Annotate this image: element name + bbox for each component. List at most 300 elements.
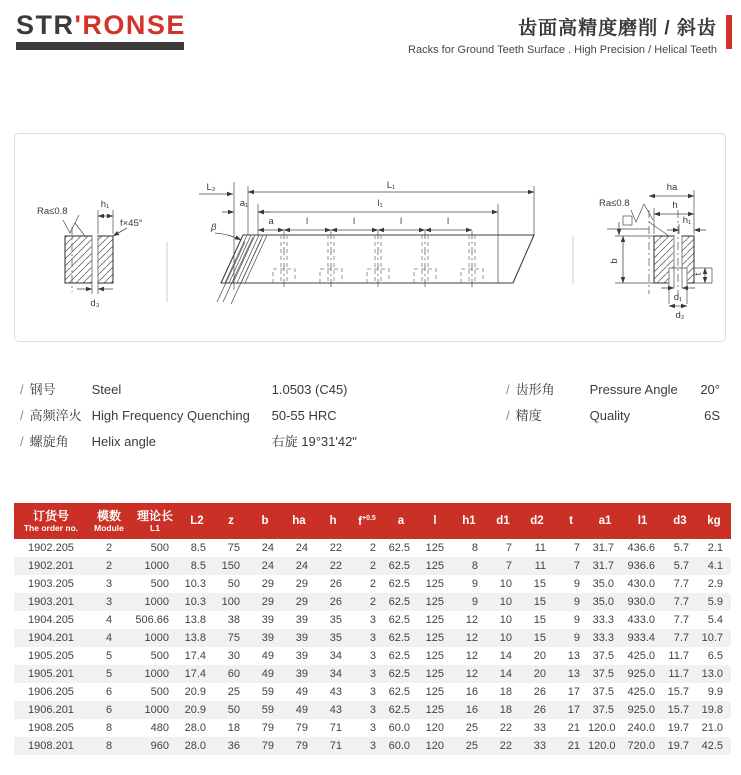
table-row xyxy=(14,719,731,737)
value-cell: 5 xyxy=(105,668,113,680)
column-header-b: b xyxy=(248,503,282,539)
value-cell: 42.5 xyxy=(701,740,723,752)
dim-label-l: l xyxy=(446,216,450,227)
value-cell: 11.7 xyxy=(668,650,689,662)
value-cell: 75 xyxy=(227,632,240,644)
value-cell: 125 xyxy=(425,560,444,572)
column-header-L2: L2 xyxy=(180,503,214,539)
value-cell: 22 xyxy=(499,740,512,752)
value-cell: 3 xyxy=(369,668,376,680)
value-cell: 9 xyxy=(573,578,580,590)
column-header-f: $f^{+0.5}$ xyxy=(350,503,384,539)
value-cell: 60 xyxy=(227,668,240,680)
table-row xyxy=(14,593,731,611)
dim-label-h: h xyxy=(672,200,678,211)
value-cell: 39 xyxy=(295,668,308,680)
value-cell: 37.5 xyxy=(592,668,614,680)
spec-value: 右旋 19°31'42" xyxy=(271,434,357,449)
spec-slash: / xyxy=(20,434,24,449)
value-cell: 425.0 xyxy=(627,686,655,698)
value-cell: 125 xyxy=(425,686,444,698)
spec-value: 6S xyxy=(704,408,720,423)
value-cell: 1000 xyxy=(144,560,169,572)
value-cell: 10 xyxy=(499,596,512,608)
value-cell: 62.5 xyxy=(388,614,410,626)
column-header-l1: 理论长 L1 xyxy=(130,503,180,539)
value-cell: 14 xyxy=(499,668,512,680)
page-title-zh: 齿面高精度磨削 / 斜齿 xyxy=(518,18,717,39)
value-cell: 14 xyxy=(499,650,512,662)
value-cell: 60.0 xyxy=(388,740,410,752)
value-cell: 506.66 xyxy=(135,614,169,626)
value-cell: 9 xyxy=(573,632,580,644)
value-cell: 5.7 xyxy=(673,560,689,572)
left-section-view xyxy=(37,199,143,309)
order-no-cell: 1905.205 xyxy=(28,650,74,662)
value-cell: 24 xyxy=(261,560,274,572)
value-cell: 13.0 xyxy=(701,668,723,680)
value-cell: 13 xyxy=(567,650,580,662)
value-cell: 9 xyxy=(471,578,478,590)
value-cell: 15 xyxy=(533,632,546,644)
spec-label-en: Steel xyxy=(91,382,122,397)
value-cell: 240.0 xyxy=(627,722,655,734)
page-title-en: Racks for Ground Teeth Surface . High Precision / Helical Teeth xyxy=(408,44,717,56)
table-body xyxy=(14,539,731,755)
value-cell: 15 xyxy=(533,596,546,608)
value-cell: 13.8 xyxy=(184,614,206,626)
logo-underline-bar xyxy=(16,42,184,50)
column-header-d3: d3 xyxy=(663,503,697,539)
spec-row-helix-angle xyxy=(20,431,490,457)
brand-logo xyxy=(16,12,186,50)
value-cell: 10.3 xyxy=(184,578,206,590)
value-cell: 43 xyxy=(329,686,342,698)
value-cell: 18 xyxy=(499,686,512,698)
value-cell: 79 xyxy=(295,722,308,734)
value-cell: 125 xyxy=(425,578,444,590)
dimension-table xyxy=(14,503,731,755)
dimension-table-wrap xyxy=(14,503,727,755)
value-cell: 18 xyxy=(227,722,240,734)
value-cell: 37.5 xyxy=(592,650,614,662)
order-no-cell: 1904.201 xyxy=(28,632,74,644)
value-cell: 480 xyxy=(150,722,169,734)
value-cell: 1000 xyxy=(144,668,169,680)
dim-label-b: b xyxy=(609,258,620,264)
value-cell: 25 xyxy=(465,722,478,734)
value-cell: 15.7 xyxy=(667,704,689,716)
accent-bar xyxy=(726,15,732,49)
value-cell: 125 xyxy=(425,668,444,680)
value-cell: 4 xyxy=(105,614,113,626)
value-cell: 21 xyxy=(567,740,580,752)
value-cell: 7.7 xyxy=(673,596,689,608)
column-header-l: l xyxy=(418,503,452,539)
order-no-cell: 1905.201 xyxy=(28,668,74,680)
logo-part-str: STR xyxy=(16,10,75,40)
order-no-cell: 1903.205 xyxy=(28,578,74,590)
value-cell: 125 xyxy=(425,704,444,716)
value-cell: 21 xyxy=(567,722,580,734)
value-cell: 62.5 xyxy=(388,542,410,554)
column-header-l1: l1 xyxy=(622,503,663,539)
table-row xyxy=(14,611,731,629)
spec-slash: / xyxy=(506,408,510,423)
value-cell: 33 xyxy=(533,740,546,752)
value-cell: 8 xyxy=(471,560,478,572)
value-cell: 26 xyxy=(329,578,342,590)
value-cell: 62.5 xyxy=(388,650,410,662)
value-cell: 9 xyxy=(573,614,580,626)
value-cell: 39 xyxy=(295,632,308,644)
value-cell: 62.5 xyxy=(388,596,410,608)
value-cell: 37.5 xyxy=(592,686,614,698)
value-cell: 25 xyxy=(465,740,478,752)
dim-label-h1-right: h₁ xyxy=(682,215,692,226)
spec-value: 20° xyxy=(700,382,720,397)
value-cell: 120.0 xyxy=(588,722,616,734)
dim-label-ha: ha xyxy=(666,182,678,193)
value-cell: 720.0 xyxy=(627,740,655,752)
spec-label-en: Helix angle xyxy=(91,434,156,449)
column-header-d2: d2 xyxy=(520,503,554,539)
value-cell: 35 xyxy=(329,614,342,626)
value-cell: 31.7 xyxy=(592,542,614,554)
value-cell: 125 xyxy=(425,614,444,626)
value-cell: 79 xyxy=(295,740,308,752)
value-cell: 50 xyxy=(227,578,240,590)
value-cell: 3 xyxy=(369,740,376,752)
value-cell: 34 xyxy=(329,650,342,662)
value-cell: 12 xyxy=(465,632,478,644)
value-cell: 79 xyxy=(261,740,274,752)
value-cell: 18 xyxy=(499,704,512,716)
value-cell: 20 xyxy=(533,668,546,680)
value-cell: 35.0 xyxy=(592,596,614,608)
order-no-cell: 1908.201 xyxy=(28,740,74,752)
value-cell: 20.9 xyxy=(184,686,206,698)
value-cell: 120 xyxy=(425,722,444,734)
value-cell: 35.0 xyxy=(592,578,614,590)
value-cell: 125 xyxy=(425,596,444,608)
value-cell: 49 xyxy=(261,668,274,680)
value-cell: 2 xyxy=(369,596,376,608)
value-cell: 39 xyxy=(295,614,308,626)
value-cell: 24 xyxy=(261,542,274,554)
value-cell: 49 xyxy=(295,686,308,698)
value-cell: 2 xyxy=(369,560,376,572)
value-cell: 5.4 xyxy=(707,614,723,626)
spec-label-zh: 精度 xyxy=(515,408,542,423)
value-cell: 120.0 xyxy=(588,740,616,752)
column-header-module: 模数 Module xyxy=(88,503,130,539)
spec-list-right xyxy=(506,379,720,431)
value-cell: 3 xyxy=(105,596,113,608)
dim-label-L1: L₁ xyxy=(386,180,396,191)
value-cell: 24 xyxy=(295,542,308,554)
table-row xyxy=(14,629,731,647)
spec-row-pressure-angle xyxy=(506,379,720,405)
value-cell: 7 xyxy=(505,560,512,572)
value-cell: 62.5 xyxy=(388,632,410,644)
value-cell: 36 xyxy=(227,740,240,752)
table-row xyxy=(14,665,731,683)
value-cell: 500 xyxy=(150,686,169,698)
column-header-h1: h1 xyxy=(452,503,486,539)
dim-label-beta: β xyxy=(211,222,217,233)
value-cell: 2 xyxy=(105,560,113,572)
spec-label-en: Pressure Angle xyxy=(589,382,678,397)
value-cell: 25 xyxy=(227,686,240,698)
value-cell: 9 xyxy=(573,596,580,608)
value-cell: 15 xyxy=(533,578,546,590)
spec-label-zh: 齿形角 xyxy=(515,382,555,397)
value-cell: 17 xyxy=(567,686,580,698)
value-cell: 6 xyxy=(105,704,113,716)
value-cell: 6.5 xyxy=(707,650,723,662)
value-cell: 26 xyxy=(533,686,546,698)
value-cell: 17.4 xyxy=(184,668,206,680)
value-cell: 39 xyxy=(261,614,274,626)
value-cell: 29 xyxy=(261,596,274,608)
value-cell: 9.9 xyxy=(707,686,723,698)
dim-label-d1: d₁ xyxy=(673,292,683,303)
value-cell: 49 xyxy=(295,704,308,716)
order-no-cell: 1902.201 xyxy=(28,560,74,572)
value-cell: 8 xyxy=(105,722,113,734)
value-cell: 38 xyxy=(227,614,240,626)
technical-drawing xyxy=(15,134,725,341)
value-cell: 59 xyxy=(261,704,274,716)
value-cell: 930.0 xyxy=(627,596,655,608)
table-row xyxy=(14,557,731,575)
value-cell: 20.9 xyxy=(184,704,206,716)
value-cell: 3 xyxy=(369,704,376,716)
value-cell: 20 xyxy=(533,650,546,662)
middle-side-view xyxy=(199,180,534,304)
dim-label-a: a xyxy=(268,216,274,227)
table-row xyxy=(14,701,731,719)
order-no-cell: 1902.205 xyxy=(28,542,74,554)
value-cell: 100 xyxy=(221,596,240,608)
value-cell: 5.9 xyxy=(707,596,723,608)
value-cell: 1000 xyxy=(144,632,169,644)
value-cell: 1000 xyxy=(144,596,169,608)
logo-part-ronse: 'RONSE xyxy=(74,10,186,40)
spec-slash: / xyxy=(20,408,24,423)
value-cell: 21.0 xyxy=(701,722,723,734)
dim-label-h1: h₁ xyxy=(100,199,110,210)
table-header-row xyxy=(14,503,731,539)
order-no-cell: 1903.201 xyxy=(28,596,74,608)
value-cell: 35 xyxy=(329,632,342,644)
value-cell: 62.5 xyxy=(388,578,410,590)
order-no-cell: 1906.201 xyxy=(28,704,74,716)
value-cell: 59 xyxy=(261,686,274,698)
value-cell: 125 xyxy=(425,650,444,662)
value-cell: 4 xyxy=(105,632,113,644)
dim-label-l: l xyxy=(352,216,356,227)
value-cell: 71 xyxy=(329,722,342,734)
value-cell: 933.4 xyxy=(627,632,655,644)
value-cell: 12 xyxy=(465,650,478,662)
value-cell: 7 xyxy=(573,560,580,572)
dim-label-l: l xyxy=(399,216,403,227)
right-section-view xyxy=(599,182,712,321)
value-cell: 3 xyxy=(369,650,376,662)
column-header-a1: a1 xyxy=(588,503,622,539)
table-row xyxy=(14,539,731,557)
value-cell: 425.0 xyxy=(627,650,655,662)
value-cell: 430.0 xyxy=(627,578,655,590)
value-cell: 28.0 xyxy=(184,722,206,734)
value-cell: 925.0 xyxy=(627,704,655,716)
dim-label-ra: Ra≤0.8 xyxy=(37,206,68,217)
column-header-ha: ha xyxy=(282,503,316,539)
value-cell: 62.5 xyxy=(388,668,410,680)
value-cell: 29 xyxy=(295,578,308,590)
value-cell: 8.5 xyxy=(190,542,206,554)
spec-label-en: High Frequency Quenching xyxy=(91,408,250,423)
spec-label-zh: 钢号 xyxy=(29,382,56,397)
value-cell: 11 xyxy=(534,560,546,572)
value-cell: 500 xyxy=(150,650,169,662)
spec-value: 50-55 HRC xyxy=(271,408,337,423)
value-cell: 7 xyxy=(573,542,580,554)
value-cell: 19.7 xyxy=(667,740,689,752)
value-cell: 7.7 xyxy=(673,578,689,590)
value-cell: 125 xyxy=(425,632,444,644)
spec-label-en: Quality xyxy=(589,408,631,423)
value-cell: 13 xyxy=(567,668,580,680)
value-cell: 17 xyxy=(567,704,580,716)
spec-list-left xyxy=(20,379,490,457)
value-cell: 39 xyxy=(295,650,308,662)
value-cell: 62.5 xyxy=(388,686,410,698)
value-cell: 2.9 xyxy=(707,578,723,590)
table-row xyxy=(14,683,731,701)
value-cell: 31.7 xyxy=(592,560,614,572)
value-cell: 33 xyxy=(533,722,546,734)
value-cell: 22 xyxy=(329,542,342,554)
spec-label-zh: 螺旋角 xyxy=(29,434,69,449)
value-cell: 5.7 xyxy=(673,542,689,554)
value-cell: 79 xyxy=(261,722,274,734)
value-cell: 7 xyxy=(505,542,512,554)
value-cell: 10.7 xyxy=(701,632,723,644)
dim-label-l1: l₁ xyxy=(377,198,383,209)
value-cell: 29 xyxy=(261,578,274,590)
table-row xyxy=(14,575,731,593)
dim-label-d3: d₃ xyxy=(90,298,100,309)
spec-label-zh: 高频淬火 xyxy=(29,408,82,423)
value-cell: 19.8 xyxy=(701,704,723,716)
column-header-t: t xyxy=(554,503,588,539)
dim-label-l: l xyxy=(305,216,309,227)
value-cell: 26 xyxy=(533,704,546,716)
value-cell: 13.8 xyxy=(184,632,206,644)
brand-logo-text xyxy=(16,12,186,39)
value-cell: 50 xyxy=(227,704,240,716)
value-cell: 10 xyxy=(499,578,512,590)
value-cell: 125 xyxy=(425,542,444,554)
value-cell: 500 xyxy=(150,578,169,590)
value-cell: 1000 xyxy=(144,704,169,716)
value-cell: 3 xyxy=(369,722,376,734)
value-cell: 8.5 xyxy=(190,560,206,572)
column-header-z: z xyxy=(214,503,248,539)
value-cell: 75 xyxy=(227,542,240,554)
value-cell: 10.3 xyxy=(184,596,206,608)
value-cell: 39 xyxy=(261,632,274,644)
spec-slash: / xyxy=(20,382,24,397)
value-cell: 22 xyxy=(499,722,512,734)
order-no-cell: 1906.205 xyxy=(28,686,74,698)
spec-row-quality xyxy=(506,405,720,431)
value-cell: 28.0 xyxy=(184,740,206,752)
value-cell: 2 xyxy=(369,542,376,554)
value-cell: 936.6 xyxy=(627,560,655,572)
column-header-d1: d1 xyxy=(486,503,520,539)
value-cell: 925.0 xyxy=(627,668,655,680)
column-header-kg: kg xyxy=(697,503,731,539)
value-cell: 3 xyxy=(369,632,376,644)
dim-label-t: t xyxy=(693,272,704,276)
value-cell: 3 xyxy=(369,686,376,698)
column-header-the-order-no-: 订货号 The order no. xyxy=(14,503,88,539)
value-cell: 16 xyxy=(465,704,478,716)
value-cell: 11.7 xyxy=(668,668,689,680)
value-cell: 11 xyxy=(534,542,546,554)
value-cell: 60.0 xyxy=(388,722,410,734)
value-cell: 3 xyxy=(105,578,113,590)
value-cell: 62.5 xyxy=(388,704,410,716)
value-cell: 62.5 xyxy=(388,560,410,572)
value-cell: 34 xyxy=(329,668,342,680)
value-cell: 3 xyxy=(369,614,376,626)
value-cell: 24 xyxy=(295,560,308,572)
value-cell: 37.5 xyxy=(592,704,614,716)
spec-row-quenching xyxy=(20,405,490,431)
value-cell: 17.4 xyxy=(184,650,206,662)
value-cell: 5 xyxy=(105,650,113,662)
value-cell: 33.3 xyxy=(592,632,614,644)
table-row xyxy=(14,737,731,755)
value-cell: 43 xyxy=(329,704,342,716)
order-no-cell: 1908.205 xyxy=(28,722,74,734)
dim-label-d2: d₂ xyxy=(675,310,685,321)
value-cell: 10 xyxy=(499,614,512,626)
spec-value: 1.0503 (C45) xyxy=(271,382,348,397)
value-cell: 120 xyxy=(425,740,444,752)
value-cell: 4.1 xyxy=(707,560,723,572)
spec-slash: / xyxy=(506,382,510,397)
value-cell: 500 xyxy=(150,542,169,554)
spec-row-steel xyxy=(20,379,490,405)
page-title xyxy=(408,13,717,56)
dim-label-a1: a₁ xyxy=(239,198,249,209)
value-cell: 16 xyxy=(465,686,478,698)
dim-label-ra2: Ra≤0.8 xyxy=(599,198,630,209)
value-cell: 15 xyxy=(533,614,546,626)
order-no-cell: 1904.205 xyxy=(28,614,74,626)
column-header-h: h xyxy=(316,503,350,539)
value-cell: 8 xyxy=(471,542,478,554)
technical-drawing-panel xyxy=(14,133,726,342)
value-cell: 22 xyxy=(329,560,342,572)
value-cell: 2 xyxy=(105,542,113,554)
